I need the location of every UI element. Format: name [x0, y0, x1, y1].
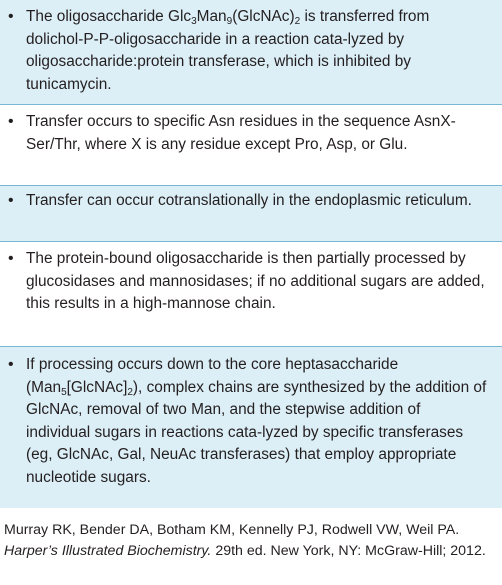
bullet-glyph: •	[8, 250, 14, 267]
bullet-glyph: •	[8, 356, 14, 373]
bullet-glyph: •	[8, 8, 14, 25]
item-text: The oligosaccharide $Glc_3Man_9(GlcNAc)_2$ is transferred from dolichol-P-P-oligosaccharide in a reaction cata-lyzed by oligosaccharide:protein transferase, which is inhibited by tunicamycin.	[26, 8, 430, 93]
table-row	[0, 242, 502, 346]
table-row	[0, 105, 502, 185]
table-row	[0, 186, 502, 241]
item-text: If processing occurs down to the core heptasaccharide $(Man_5[GlcNAc]_2)$, complex chains are synthesized by the addition of GlcNAc, removal of two Man, and the stepwise addition of individual sugars in reactions cata-lyzed by specific transferases (eg, GlcNAc, Gal, NeuAc transferases) that employ appropriate nucleotide sugars.	[26, 356, 487, 486]
item-text: Transfer occurs to specific Asn residues in the sequence AsnX-Ser/Thr, where X is any residue except Pro, Asp, or Glu.	[26, 113, 456, 153]
item-text: Transfer can occur cotranslationally in the endoplasmic reticulum.	[26, 192, 472, 209]
table-row	[0, 347, 502, 508]
bullet-glyph: •	[8, 192, 14, 209]
item-text: The protein-bound oligosaccharide is then partially processed by glucosidases and mannosidases; if no additional sugars are added, this results in a high-mannose chain.	[26, 250, 485, 312]
bullet-glyph: •	[8, 113, 14, 130]
citation-authors: Murray RK, Bender DA, Botham KM, Kennelly PJ, Rodwell VW, Weil PA.	[4, 522, 460, 538]
table-row	[0, 0, 502, 104]
citation	[4, 520, 498, 562]
citation-publication: 29th ed. New York, NY: McGraw-Hill; 2012.	[211, 543, 486, 559]
citation-book-title: Harper’s Illustrated Biochemistry.	[4, 543, 212, 559]
